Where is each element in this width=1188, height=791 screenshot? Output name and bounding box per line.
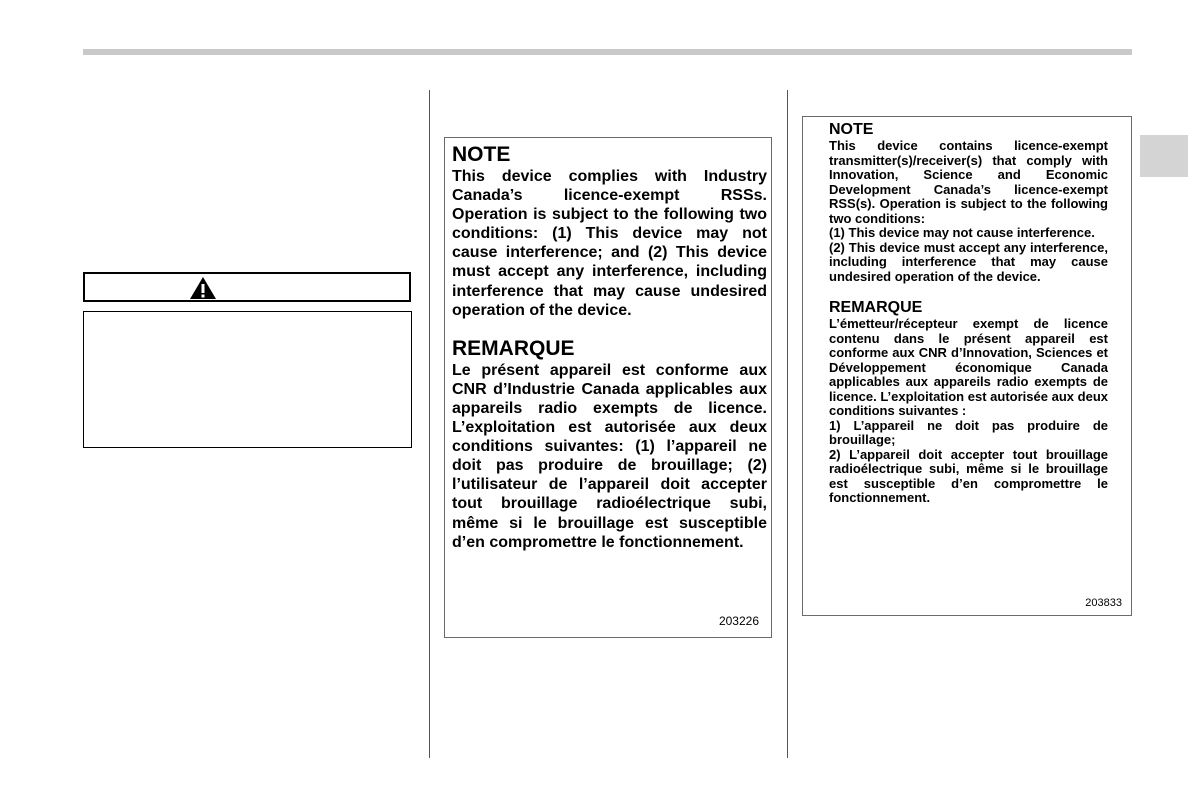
section-tab <box>1140 135 1188 177</box>
note-condition-2-fr: 2) L’appareil doit accepter tout brouillage radioélectrique subi, même si le brouillage est susceptible d’en compromettre le fonctionnement. <box>829 446 1108 505</box>
note-heading: NOTE <box>452 143 511 166</box>
note-condition-1-en: (1) This device may not cause interference. <box>829 225 1095 240</box>
column-divider <box>787 90 788 758</box>
remarque-heading: REMARQUE <box>452 336 575 360</box>
note-intro-fr: L’émetteur/récepteur exempt de licence contenu dans le présent appareil est conforme aux CNR d’Innovation, Sciences et Développement économique Canada applicables aux appareils radio exempts de licence. L’exploitation est autorisée aux deux conditions suivantes : <box>829 316 1108 418</box>
note-intro-en: This device contains licence-exempt transmitter(s)/receiver(s) that comply with Innovation, Science and Economic Development Canada’s licence-exempt RSS(s). Operation is subject to the following two conditions: <box>829 138 1108 226</box>
compliance-label-203833 <box>802 116 1132 616</box>
note-text-en: This device complies with Industry Canada’s licence-exempt RSSs. Operation is subject to the following two conditions: (1) This device may not cause interference; and (2) This device must accept any interference, including interference that may cause undesired operation of the device. <box>452 168 767 319</box>
header-rule <box>83 49 1132 55</box>
warning-body <box>83 311 412 448</box>
label-code: 203226 <box>718 614 759 628</box>
remarque-heading: REMARQUE <box>829 299 923 316</box>
note-condition-2-en: (2) This device must accept any interference, including interference that may cause undesired operation of the device. <box>829 239 1108 284</box>
column-divider <box>429 90 430 758</box>
note-heading: NOTE <box>829 121 874 138</box>
note-condition-1-fr: 1) L’appareil ne doit pas produire de brouillage; <box>829 417 1108 447</box>
compliance-label-203226 <box>444 137 772 638</box>
warning-triangle-icon <box>189 276 217 300</box>
note-text-fr: Le présent appareil est conforme aux CNR d’Industrie Canada applicables aux appareils radio exempts de licence. L’exploitation est autorisée aux deux conditions suivantes: (1) l’appareil ne doit pas produire de brouillage; (2) l’utilisateur de l’appareil doit accepter tout brouillage radioélectrique subi, même si le brouillage est susceptible d’en compromettre le fonctionnement. <box>452 361 767 551</box>
warning-header <box>83 272 411 302</box>
label-code: 203833 <box>1085 597 1122 609</box>
